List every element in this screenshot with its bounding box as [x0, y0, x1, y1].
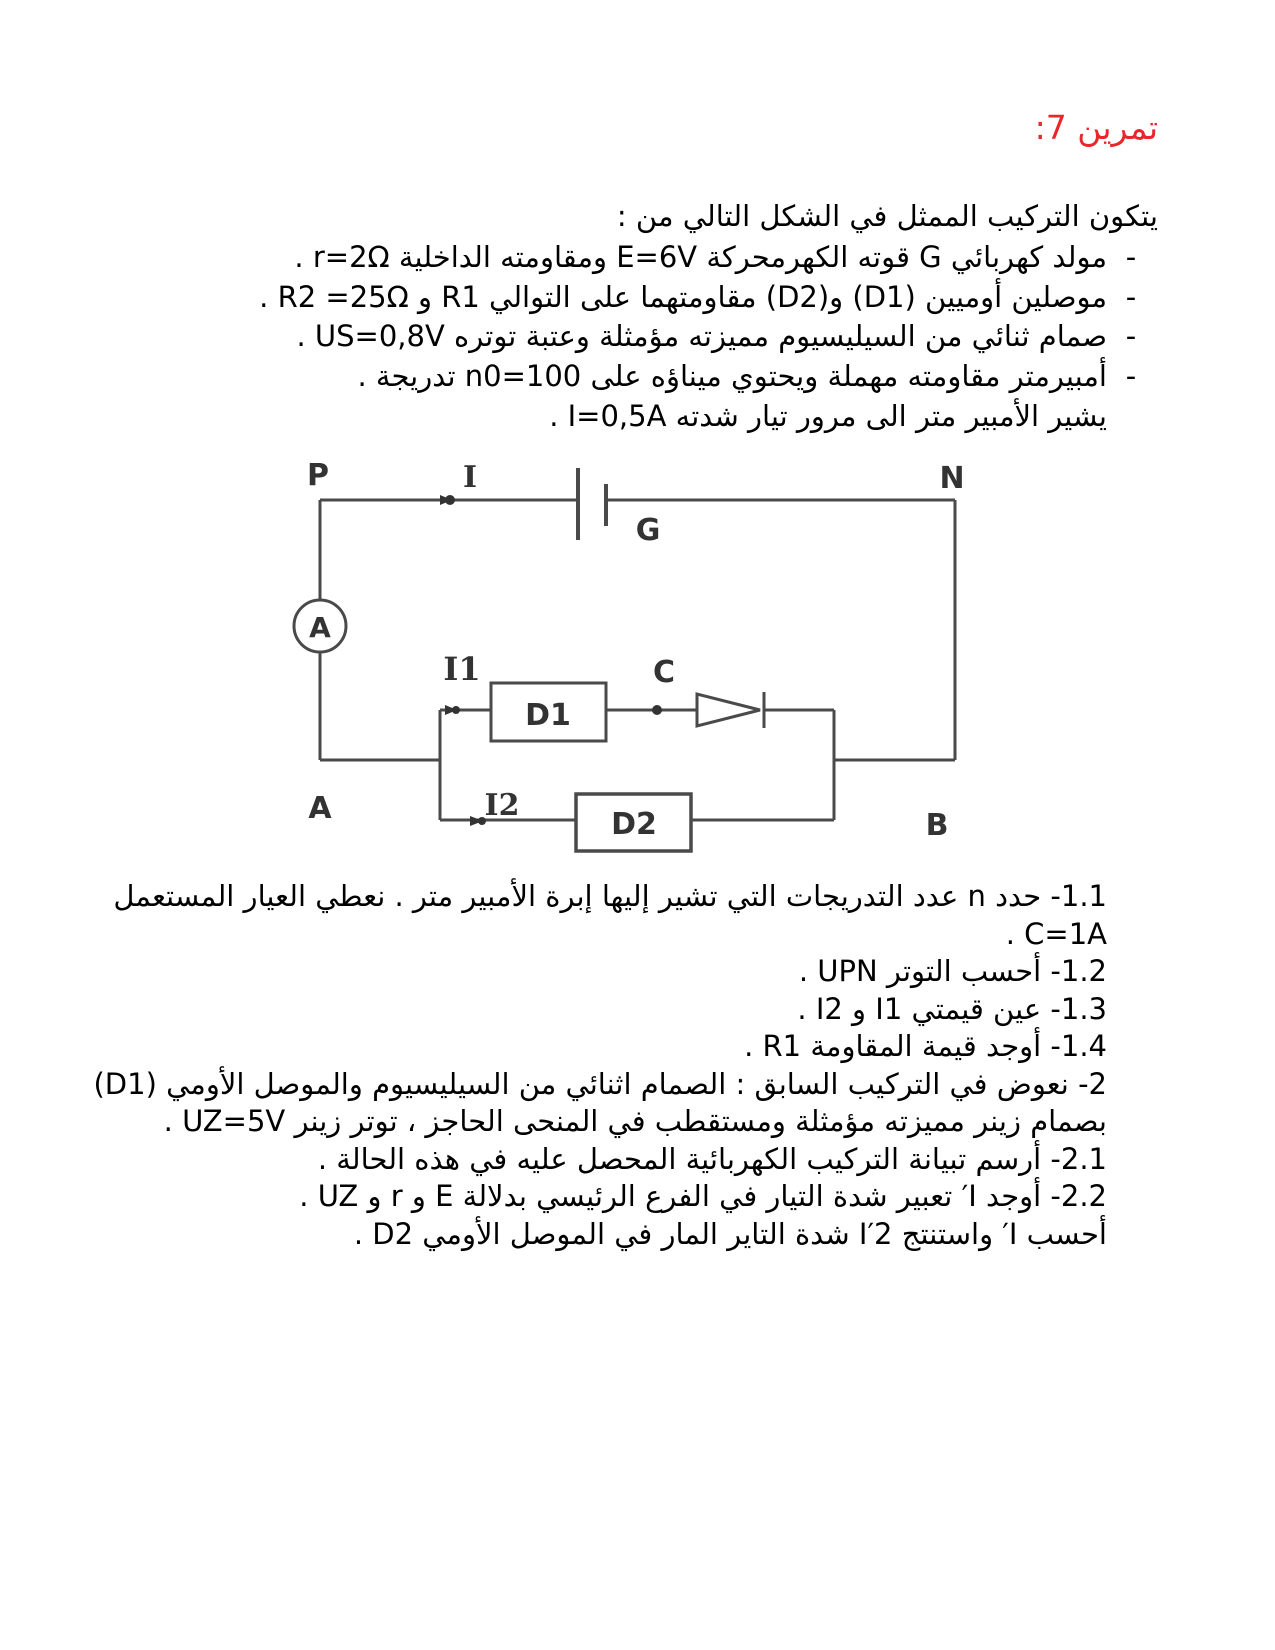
label-P: P [307, 458, 329, 493]
list-item: - مولد كهربائي G قوته الكهرمحركة E=6V ومقاومته الداخلية r=2Ω . [95, 238, 1155, 278]
label-A: A [308, 791, 332, 826]
label-I: I [462, 460, 478, 495]
question-2: 2- نعوض في التركيب السابق : الصمام اثنائي من السيليسيوم والموصل الأومي (D1) بصمام زينر مميزته مؤمثلة ومستقطب في المنحى الحاجز ، توتر زينر UZ=5V . [93, 1066, 1107, 1138]
exercise-title: تمرين 7: [1034, 108, 1158, 147]
ammeter-reading: يشير الأمبير متر الى مرور تيار شدته I=0,5A . [549, 399, 1107, 433]
label-C: C [652, 655, 676, 690]
list-item: - موصلين أوميين (D1) و(D2) مقاومتهما على التوالي R1 و R2 =25Ω . [95, 278, 1155, 318]
question-1-4: 1.4- أوجد قيمة المقاومة R1 . [744, 1029, 1107, 1063]
list-item: - صمام ثنائي من السيليسيوم مميزته مؤمثلة وعتبة توتره US=0,8V . [95, 317, 1155, 357]
question-2-2-calc: أحسب I′ واستنتج I′2 شدة التاير المار في الموصل الأومي D2 . [353, 1216, 1107, 1251]
questions-section [77, 878, 1107, 1253]
label-B: B [925, 808, 949, 843]
question-1-1: 1.1- حدد n عدد التدريجات التي تشير إليها إبرة الأمبير متر . نعطي العيار المستعمل C=1A . [113, 879, 1107, 951]
label-I2: I2 [484, 788, 520, 823]
component-diode: صمام ثنائي من السيليسيوم مميزته مؤمثلة وعتبة توتره US=0,8V . [296, 319, 1107, 353]
label-D1: D1 [525, 698, 571, 733]
node-C-dot [652, 705, 662, 715]
label-D2: D2 [611, 807, 657, 842]
component-generator: مولد كهربائي G قوته الكهرمحركة E=6V ومقاومته الداخلية r=2Ω . [294, 240, 1107, 274]
question-2-1: 2.1- أرسم تبيانة التركيب الكهربائية المحصل عليه في هذه الحالة . [317, 1141, 1107, 1176]
question-2-2: 2.2- أوجد I′ تعبير شدة التيار في الفرع الرئيسي بدلالة E و r و UZ . [299, 1179, 1107, 1213]
label-N: N [939, 461, 965, 496]
intro-text: يتكون التركيب الممثل في الشكل التالي من : [616, 199, 1158, 233]
question-1-3: 1.3- عين قيمتي I1 و I2 . [797, 991, 1107, 1026]
component-ammeter: أمبيرمتر مقاومته مهملة ويحتوي ميناؤه على n0=100 تدريجة . [357, 358, 1107, 393]
label-G: G [635, 513, 661, 548]
component-resistors: موصلين أوميين (D1) و(D2) مقاومتهما على التوالي R1 و R2 =25Ω . [259, 279, 1107, 314]
ammeter-label: A [309, 611, 331, 644]
question-1-2: 1.2- أحسب التوتر UPN . [798, 954, 1107, 988]
label-I1: I1 [443, 650, 481, 688]
list-item: - أمبيرمتر مقاومته مهملة ويحتوي ميناؤه على n0=100 تدريجة . [95, 357, 1155, 397]
